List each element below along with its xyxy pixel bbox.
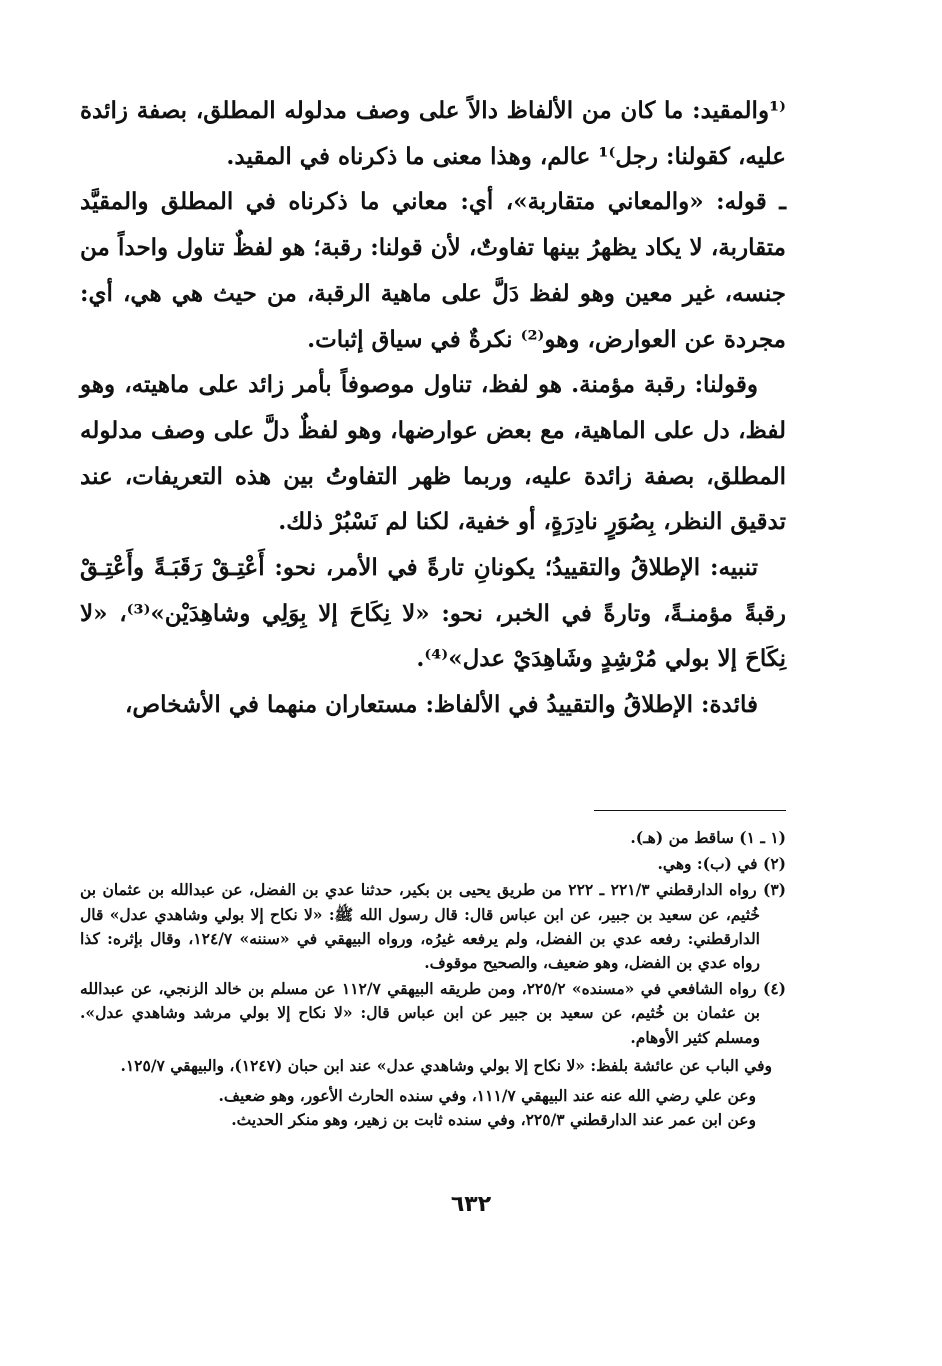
footnote-4-ali: وعن علي رضي الله عنه عند البيهقي ١١١/٧، وفي سنده الحارث الأعور، وهو ضعيف. — [218, 1086, 756, 1106]
footnote-4-ibn-umar: وعن ابن عمر عند الدارقطني ٢٢٥/٣، وفي سنده ثابت بن زهير، وهو منكر الحديث. — [231, 1110, 756, 1130]
footnote-1: (١ ـ ١) ساقط من (هـ). — [630, 828, 786, 847]
paragraph-muqayyad-definition: ⁽¹والمقيد: ما كان من الألفاظ دالاً على وصف مدلوله المطلق، بصفة زائدة عليه، كقولنا: رجل⁾¹ عالم، وهذا معنى ما ذكرناه في المقيد. — [80, 97, 786, 170]
footnotes-section — [80, 826, 786, 1132]
page-number: ٦٣٢ — [450, 1192, 492, 1217]
main-text — [80, 88, 786, 728]
footnote-4-continuation: وفي الباب عن عائشة بلفظ: «لا نكاح إلا بولي وشاهدي عدل» عند ابن حبان (١٢٤٧)، والبيهقي ١٢٥/٧. — [120, 1055, 772, 1075]
paragraph-faidah: فائدة: الإطلاقُ والتقييدُ في الألفاظ: مستعاران منهما في الأشخاص، — [124, 691, 758, 719]
footnote-2: (٢) في (ب): وهي. — [657, 854, 786, 874]
footnote-4: (٤) رواه الشافعي في «مسنده» ٢٢٥/٢، ومن طريقه البيهقي ١١٢/٧ عن مسلم بن خالد الزنجي، عن عبدالله بن عثمان بن خُثيم، عن سعيد بن جبير عن ابن عباس قال: «لا نكاح إلا بولي مرشد وشاهدي عدل». ومسلم كثير الأوهام. — [80, 979, 786, 1047]
paragraph-raqabah-muminah: وقولنا: رقبة مؤمنة. هو لفظ، تناول موصوفاً بأمر زائد على ماهيته، وهو لفظ، دل على الماهية، مع بعض عوارضها، وهو لفظٌ دلَّ على وصف مدلوله المطلق، بصفة زائدة عليه، وربما ظهر التفاوتُ بين هذه التعريفات، عند تدقيق النظر، بِصُوَرٍ نادِرَةٍ، أو خفية، لكنا لم نَسْبُرْ ذلك. — [80, 371, 786, 536]
page-content — [80, 88, 786, 1130]
footnote-3: (٣) رواه الدارقطني ٢٢١/٣ ـ ٢٢٢ من طريق يحيى بن بكير، حدثنا عدي بن الفضل، عن عبدالله بن عثمان بن خُثيم، عن سعيد بن جبير، عن ابن عباس قال: قال رسول الله ﷺ: «لا نكاح إلا بولي وشاهدي عدل» قال الدارقطني: رفعه عدي بن الفضل، ولم يرفعه غيرُه، ورواه البيهقي في «سننه» ١٢٤/٧، وقال بإثره: كذا رواه عدي بن الفضل، وهو ضعيف، والصحيح موقوف. — [80, 880, 786, 973]
paragraph-maani-mutaqaribah: ـ قوله: «والمعاني متقاربة»، أي: معاني ما ذكرناه في المطلق والمقيَّد متقاربة، لا يكاد يظهرُ بينها تفاوتٌ، لأن قولنا: رقبة؛ هو لفظٌ تناول واحداً من جنسه، غير معين وهو لفظ دَلَّ على ماهية الرقبة، من حيث هي هي، أي: مجردة عن العوارض، وهو⁽²⁾ نكرةٌ في سياق إثبات. — [80, 188, 786, 353]
footnote-separator — [594, 810, 786, 811]
paragraph-tanbih: تنبيه: الإطلاقُ والتقييدُ؛ يكونانِ تارةً في الأمر، نحو: أَعْتِـقْ رَقَبَـةً وأَعْتِـقْ رقبةً مؤمنـةً، وتارةً في الخبر، نحو: «لا نِكَاحَ إلا بِوَلِي وشاهِدَيْن»⁽³⁾، «لا نِكَاحَ إلا بولي مُرْشِدٍ وشَاهِدَيْ عدل»⁽⁴⁾. — [80, 554, 786, 673]
